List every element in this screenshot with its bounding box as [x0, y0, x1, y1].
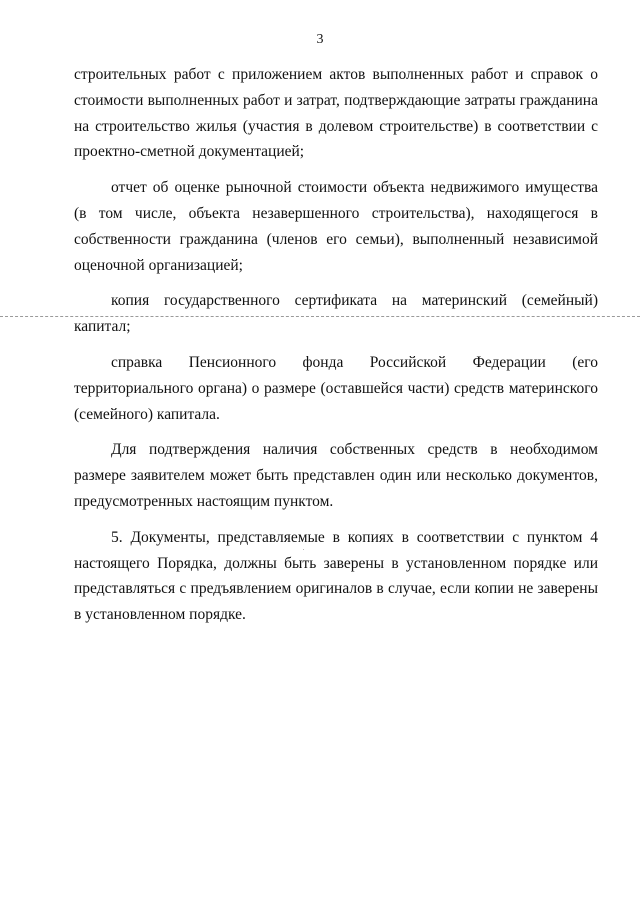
paragraph-valuation-report: отчет об оценке рыночной стоимости объекта недвижимого имущества (в том числе, объекта незавершенного строительства), находящегося в собственности гражданина (членов его семьи), выполненный независимой оценочной организацией; — [74, 179, 598, 274]
paragraph-pension-fund-reference: справка Пенсионного фонда Российской Федерации (его территориального органа) о размере (оставшейся части) средств материнского (семейного) капитала. — [74, 353, 598, 423]
paragraph-own-funds-confirmation: Для подтверждения наличия собственных средств в необходимом размере заявителем может быть представлен один или несколько документов, предусмотренных настоящим пунктом. — [74, 441, 598, 510]
document-body — [74, 62, 598, 628]
page-number: 3 — [316, 32, 324, 47]
paragraph-certificate-copy: копия государственного сертификата на материнский (семейный) капитал; — [74, 292, 598, 336]
paragraph-item-5-copies: 5. Документы, представляемые в копиях в соответствии с пунктом 4 настоящего Порядка, должны быть заверены в установленном порядке или представляться с предъявлением оригиналов в случае, если копии не заверены в установленном порядке. — [74, 528, 598, 624]
paragraph-construction-acts: строительных работ с приложением актов выполненных работ и справок о стоимости выполненных работ и затрат, подтверждающие затраты гражданина на строительство жилья (участия в долевом строительстве) в соответствии с проектно-сметной документацией; — [74, 66, 598, 161]
